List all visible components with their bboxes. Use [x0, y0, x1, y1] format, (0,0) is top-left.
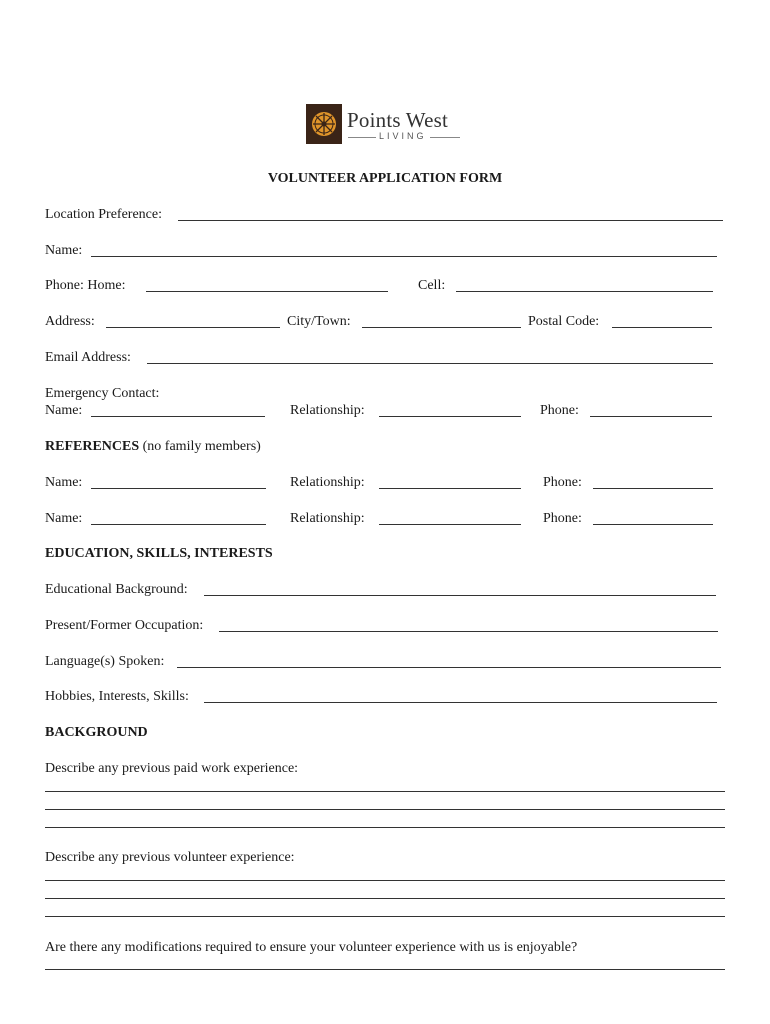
languages-label: Language(s) Spoken: — [45, 654, 165, 669]
ref2-relationship-field[interactable] — [379, 524, 521, 525]
name-label: Name: — [45, 243, 83, 258]
email-field[interactable] — [147, 363, 713, 364]
logo-rule-left — [348, 137, 376, 138]
emergency-relationship-field[interactable] — [379, 416, 521, 417]
ref2-relationship-label: Relationship: — [290, 511, 365, 526]
logo-emblem-icon — [306, 104, 342, 144]
languages-field[interactable] — [177, 667, 721, 668]
address-field[interactable] — [106, 327, 280, 328]
emergency-contact-label: Emergency Contact: — [45, 386, 160, 401]
ref1-relationship-label: Relationship: — [290, 475, 365, 490]
volunteer-experience-line-3[interactable] — [45, 916, 725, 917]
logo-rule-right — [430, 137, 460, 138]
hobbies-label: Hobbies, Interests, Skills: — [45, 689, 189, 704]
education-heading: EDUCATION, SKILLS, INTERESTS — [45, 546, 273, 561]
ref2-phone-label: Phone: — [543, 511, 582, 526]
modifications-line-1[interactable] — [45, 969, 725, 970]
emergency-name-label: Name: — [45, 403, 83, 418]
references-heading — [45, 439, 261, 455]
paid-work-line-2[interactable] — [45, 809, 725, 810]
background-heading: BACKGROUND — [45, 725, 148, 740]
logo-subtitle: LIVING — [379, 131, 427, 141]
phone-home-field[interactable] — [146, 291, 388, 292]
phone-home-label: Phone: Home: — [45, 278, 126, 293]
email-label: Email Address: — [45, 350, 131, 365]
educational-background-field[interactable] — [204, 595, 716, 596]
location-preference-label: Location Preference: — [45, 207, 162, 222]
ref1-name-label: Name: — [45, 475, 83, 490]
ref2-phone-field[interactable] — [593, 524, 713, 525]
occupation-field[interactable] — [219, 631, 718, 632]
occupation-label: Present/Former Occupation: — [45, 618, 204, 633]
ref1-phone-label: Phone: — [543, 475, 582, 490]
paid-work-line-3[interactable] — [45, 827, 725, 828]
ref1-name-field[interactable] — [91, 488, 266, 489]
logo-wordmark: Points West — [347, 108, 449, 132]
paid-work-label: Describe any previous paid work experience: — [45, 761, 299, 776]
references-note: (no family members) — [142, 439, 261, 454]
form-title: VOLUNTEER APPLICATION FORM — [267, 171, 503, 186]
ref1-relationship-field[interactable] — [379, 488, 521, 489]
postal-code-label: Postal Code: — [528, 314, 600, 329]
paid-work-line-1[interactable] — [45, 791, 725, 792]
references-title: REFERENCES — [45, 439, 140, 454]
volunteer-experience-line-1[interactable] — [45, 880, 725, 881]
city-town-label: City/Town: — [287, 314, 351, 329]
volunteer-experience-line-2[interactable] — [45, 898, 725, 899]
modifications-label: Are there any modifications required to ensure your volunteer experience with us is enjoyable? — [45, 940, 578, 955]
volunteer-experience-label: Describe any previous volunteer experience: — [45, 850, 295, 865]
name-field[interactable] — [91, 256, 717, 257]
location-preference-field[interactable] — [178, 220, 723, 221]
city-town-field[interactable] — [362, 327, 521, 328]
educational-background-label: Educational Background: — [45, 582, 188, 597]
ref1-phone-field[interactable] — [593, 488, 713, 489]
emergency-relationship-label: Relationship: — [290, 403, 365, 418]
hobbies-field[interactable] — [204, 702, 717, 703]
ref2-name-field[interactable] — [91, 524, 266, 525]
ref2-name-label: Name: — [45, 511, 83, 526]
cell-field[interactable] — [456, 291, 713, 292]
address-label: Address: — [45, 314, 95, 329]
emergency-phone-field[interactable] — [590, 416, 712, 417]
emergency-phone-label: Phone: — [540, 403, 579, 418]
postal-code-field[interactable] — [612, 327, 712, 328]
emergency-name-field[interactable] — [91, 416, 265, 417]
cell-label: Cell: — [418, 278, 446, 293]
